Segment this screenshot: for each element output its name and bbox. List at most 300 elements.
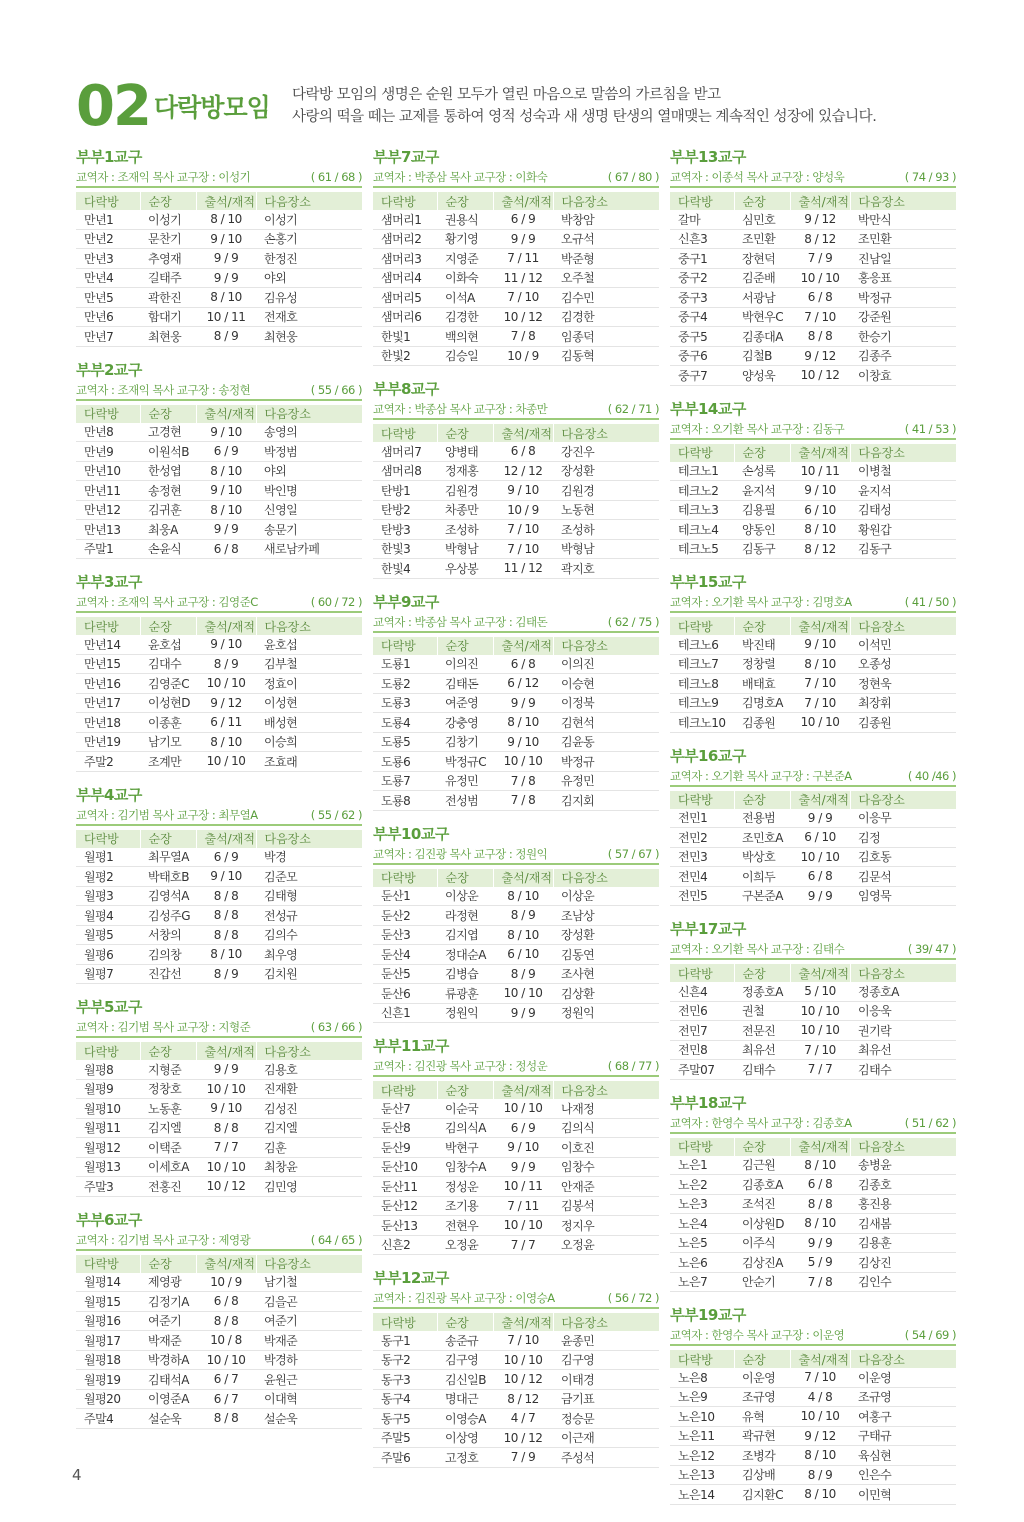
- leader-name: 최무열A: [140, 848, 196, 867]
- header-room: 다락방: [670, 617, 734, 635]
- table-row: [76, 288, 362, 308]
- table-header-row: [670, 1350, 956, 1368]
- table-row: [76, 925, 362, 945]
- leader-name: 구본준A: [734, 886, 790, 906]
- header-leader: 순장: [734, 964, 790, 982]
- group-spacer: [76, 1197, 362, 1209]
- header-attendance: 출석/재적: [790, 192, 850, 210]
- table-row: [76, 635, 362, 654]
- leader-name: 우상봉: [437, 559, 493, 579]
- header-leader: 순장: [140, 830, 196, 848]
- table-header-row: [373, 637, 659, 655]
- district-group: [670, 745, 956, 907]
- district-title: 부부4교구: [76, 785, 142, 804]
- room-name: 노은5: [670, 1233, 734, 1253]
- table-row: [76, 1079, 362, 1099]
- attendance: 9 / 12: [790, 1426, 850, 1446]
- header-leader: 순장: [734, 1138, 790, 1156]
- next-place: 김현석: [553, 713, 659, 733]
- attendance: 6 / 8: [790, 288, 850, 308]
- header-room: 다락방: [670, 192, 734, 210]
- table-row: [670, 1368, 956, 1387]
- attendance: 9 / 9: [196, 1060, 256, 1079]
- attendance: 10 / 12: [493, 1428, 553, 1448]
- table-row: [670, 635, 956, 654]
- next-place: 손홍기: [256, 229, 362, 249]
- table-row: [670, 1021, 956, 1041]
- table-row: [76, 654, 362, 674]
- leader-name: 백의현: [437, 327, 493, 347]
- next-place: 강준원: [850, 307, 956, 327]
- leader-name: 고정호: [437, 1448, 493, 1468]
- table-row: [76, 327, 362, 347]
- leader-name: 함대기: [140, 307, 196, 327]
- table-row: [373, 249, 659, 269]
- table-row: [373, 1331, 659, 1350]
- room-name: 샘머리8: [373, 461, 437, 481]
- room-name: 만년3: [76, 249, 140, 269]
- leader-name: 전용범: [734, 809, 790, 828]
- attendance: 10 / 10: [196, 1079, 256, 1099]
- next-place: 박경: [256, 848, 362, 867]
- district-info: [373, 1057, 659, 1077]
- leader-name: 서광남: [734, 288, 790, 308]
- leader-name: 김준배: [734, 268, 790, 288]
- district-group: [76, 784, 362, 985]
- district-attendance-total: ( 62 / 71 ): [607, 402, 659, 416]
- attendance: 9 / 9: [493, 229, 553, 249]
- next-place: 박정규: [553, 752, 659, 772]
- table-row: [76, 732, 362, 752]
- room-name: 전민6: [670, 1001, 734, 1021]
- room-name: 노은14: [670, 1485, 734, 1505]
- room-name: 노은1: [670, 1156, 734, 1175]
- table-row: [670, 1485, 956, 1505]
- table-row: [670, 1060, 956, 1080]
- table-row: [373, 1448, 659, 1468]
- header-next-place: 다음장소: [256, 1042, 362, 1060]
- attendance: 9 / 10: [196, 423, 256, 442]
- header-room: 다락방: [76, 830, 140, 848]
- room-name: 둔산1: [373, 887, 437, 906]
- next-place: 조효래: [256, 752, 362, 772]
- header-attendance: 출석/재적: [196, 617, 256, 635]
- district-attendance-total: ( 39/ 47 ): [907, 942, 956, 956]
- next-place: 오규석: [553, 229, 659, 249]
- leader-name: 김종원: [734, 713, 790, 733]
- attendance: 6 / 8: [790, 867, 850, 887]
- attendance: 7 / 11: [493, 1196, 553, 1216]
- leader-name: 권용식: [437, 210, 493, 229]
- district-info: [373, 845, 659, 865]
- header-attendance: 출석/재적: [790, 964, 850, 982]
- attendance: 6 / 9: [493, 1118, 553, 1138]
- leader-name: 고경현: [140, 423, 196, 442]
- district-attendance-total: ( 60 / 72 ): [310, 595, 362, 609]
- table-row: [670, 539, 956, 559]
- attendance: 10 / 9: [493, 500, 553, 520]
- table-header-row: [373, 869, 659, 887]
- table-row: [373, 732, 659, 752]
- attendance: 6 / 8: [196, 539, 256, 559]
- district-info: [76, 168, 362, 188]
- district-info: [373, 400, 659, 420]
- attendance: 8 / 10: [196, 288, 256, 308]
- leader-name: 이성현D: [140, 693, 196, 713]
- leader-name: 김원경: [437, 481, 493, 501]
- attendance: 10 / 12: [493, 1370, 553, 1390]
- leader-name: 류광훈: [437, 984, 493, 1004]
- room-name: 중구3: [670, 288, 734, 308]
- next-place: 최유선: [850, 1040, 956, 1060]
- table-row: [76, 1138, 362, 1158]
- leader-name: 김경한: [437, 307, 493, 327]
- next-place: 송영의: [256, 423, 362, 442]
- room-name: 샘머리3: [373, 249, 437, 269]
- next-place: 구태규: [850, 1426, 956, 1446]
- header-attendance: 출석/재적: [790, 1350, 850, 1368]
- attendance: 9 / 9: [196, 520, 256, 540]
- leader-name: 지형준: [140, 1060, 196, 1079]
- table-row: [76, 674, 362, 694]
- table-row: [670, 520, 956, 540]
- district-leaders: 교역자 : 조재익 목사 교구장 : 송정현: [76, 382, 251, 397]
- leader-name: 김명호A: [734, 693, 790, 713]
- district-info: [76, 593, 362, 613]
- group-spacer: [76, 559, 362, 571]
- table-header-row: [670, 192, 956, 210]
- district-group: [76, 1209, 362, 1429]
- table-row: [373, 945, 659, 965]
- table-row: [670, 1426, 956, 1446]
- room-name: 도룡4: [373, 713, 437, 733]
- district-leaders: 교역자 : 김진광 목사 교구장 : 정원익: [373, 846, 548, 861]
- table-row: [76, 481, 362, 501]
- attendance: 7 / 9: [493, 1448, 553, 1468]
- attendance: 7 / 7: [493, 1235, 553, 1255]
- leader-name: 최현웅: [140, 327, 196, 347]
- table-row: [373, 559, 659, 579]
- header-attendance: 출석/재적: [493, 424, 553, 442]
- district-leaders: 교역자 : 이종석 목사 교구장 : 양성욱: [670, 170, 845, 184]
- header-room: 다락방: [670, 1350, 734, 1368]
- district-title: 부부19교구: [670, 1306, 746, 1324]
- leader-name: 조민호A: [734, 828, 790, 848]
- leader-name: 이순국: [437, 1099, 493, 1118]
- leader-name: 김태돈: [437, 674, 493, 694]
- district-attendance-total: ( 55 / 62 ): [310, 807, 362, 822]
- table-row: [76, 1350, 362, 1370]
- table-row: [670, 1040, 956, 1060]
- district-info: [373, 613, 659, 633]
- room-name: 한빛3: [373, 539, 437, 559]
- attendance: 8 / 8: [790, 327, 850, 347]
- district-table: [76, 830, 363, 985]
- room-name: 도룡5: [373, 732, 437, 752]
- next-place: 조규영: [850, 1387, 956, 1407]
- district-info: [76, 1018, 362, 1038]
- table-row: [670, 828, 956, 848]
- header-next-place: 다음장소: [850, 444, 956, 462]
- attendance: 10 / 8: [196, 1331, 256, 1351]
- table-row: [373, 268, 659, 288]
- next-place: 김용훈: [850, 1233, 956, 1253]
- table-header-row: [373, 424, 659, 442]
- district-table: [670, 964, 957, 1080]
- leader-name: 김병습: [437, 964, 493, 984]
- leader-name: 이화숙: [437, 268, 493, 288]
- header-next-place: 다음장소: [850, 192, 956, 210]
- next-place: 김정: [850, 828, 956, 848]
- next-place: 박만식: [850, 210, 956, 229]
- leader-name: 김태석A: [140, 1370, 196, 1390]
- leader-name: 유혁: [734, 1407, 790, 1427]
- next-place: 최우영: [256, 945, 362, 965]
- district-leaders: 교역자 : 오기환 목사 교구장 : 구본준A: [670, 768, 852, 783]
- district-leaders: 교역자 : 박종삼 목사 교구장 : 김태돈: [373, 614, 548, 629]
- header-leader: 순장: [140, 192, 196, 210]
- table-row: [373, 713, 659, 733]
- table-row: [670, 847, 956, 867]
- next-place: 박재준: [256, 1331, 362, 1351]
- leader-name: 김종호A: [734, 1175, 790, 1195]
- next-place: 이응욱: [850, 1001, 956, 1021]
- table-row: [76, 1099, 362, 1119]
- next-place: 김구영: [553, 1350, 659, 1370]
- attendance: 6 / 10: [493, 945, 553, 965]
- leader-name: 이종훈: [140, 713, 196, 733]
- next-place: 윤원근: [256, 1370, 362, 1390]
- district-attendance-total: ( 64 / 65 ): [310, 1232, 362, 1247]
- header-room: 다락방: [670, 791, 734, 809]
- attendance: 10 / 10: [790, 1001, 850, 1021]
- room-name: 노은12: [670, 1446, 734, 1466]
- table-row: [76, 461, 362, 481]
- room-name: 주말5: [373, 1428, 437, 1448]
- table-row: [373, 1118, 659, 1138]
- header-leader: 순장: [734, 192, 790, 210]
- next-place: 김을곤: [256, 1292, 362, 1312]
- room-name: 노은7: [670, 1272, 734, 1292]
- header-room: 다락방: [76, 617, 140, 635]
- district-attendance-total: ( 41 / 53 ): [904, 421, 956, 436]
- district-title: 부부8교구: [373, 380, 439, 398]
- table-row: [76, 500, 362, 520]
- table-header-row: [373, 192, 659, 210]
- header-leader: 순장: [140, 1255, 196, 1273]
- next-place: 박형남: [553, 539, 659, 559]
- leader-name: 이상운: [437, 887, 493, 906]
- next-place: 장성환: [553, 461, 659, 481]
- room-name: 신흔1: [373, 1003, 437, 1023]
- attendance: 9 / 10: [790, 635, 850, 654]
- next-place: 김종원: [850, 713, 956, 733]
- header-next-place: 다음장소: [256, 617, 362, 635]
- table-row: [373, 327, 659, 347]
- attendance: 9 / 10: [493, 732, 553, 752]
- table-row: [76, 249, 362, 269]
- attendance: 7 / 7: [790, 1060, 850, 1080]
- leader-name: 이상원D: [734, 1214, 790, 1234]
- attendance: 10 / 10: [196, 752, 256, 772]
- table-header-row: [670, 617, 956, 635]
- attendance: 7 / 10: [493, 520, 553, 540]
- room-name: 테크노7: [670, 654, 734, 674]
- room-name: 주말07: [670, 1060, 734, 1080]
- next-place: 김지엘: [256, 1118, 362, 1138]
- attendance: 10 / 10: [493, 1216, 553, 1236]
- table-row: [670, 1156, 956, 1175]
- district-leaders: 교역자 : 박종삼 목사 교구장 : 이화숙: [373, 170, 548, 184]
- next-place: 야외: [256, 268, 362, 288]
- leader-name: 박태호B: [140, 867, 196, 887]
- room-name: 만년9: [76, 442, 140, 462]
- table-row: [76, 1060, 362, 1079]
- header-room: 다락방: [373, 424, 437, 442]
- leader-name: 이운영: [734, 1368, 790, 1387]
- leader-name: 김상진A: [734, 1253, 790, 1273]
- leader-name: 제영광: [140, 1273, 196, 1292]
- district-leaders: 교역자 : 김진광 목사 교구장 : 정성운: [373, 1059, 548, 1073]
- attendance: 6 / 10: [790, 500, 850, 520]
- table-row: [670, 288, 956, 308]
- table-row: [373, 1389, 659, 1409]
- leader-name: 김정기A: [140, 1292, 196, 1312]
- table-header-row: [76, 405, 362, 423]
- leader-name: 추영재: [140, 249, 196, 269]
- district-table: [76, 1255, 363, 1429]
- district-table: [670, 791, 957, 907]
- attendance: 9 / 9: [493, 693, 553, 713]
- district-table: [670, 1138, 957, 1293]
- next-place: 김새봄: [850, 1214, 956, 1234]
- room-name: 중구2: [670, 268, 734, 288]
- district-info: [670, 168, 956, 188]
- leader-name: 이세호A: [140, 1157, 196, 1177]
- header-next-place: 다음장소: [553, 1313, 659, 1331]
- room-name: 도룡6: [373, 752, 437, 772]
- header-attendance: 출석/재적: [196, 1042, 256, 1060]
- table-row: [76, 423, 362, 442]
- attendance: 10 / 11: [790, 462, 850, 481]
- attendance: 7 / 11: [493, 249, 553, 269]
- table-row: [373, 887, 659, 906]
- leader-name: 오정윤: [437, 1235, 493, 1255]
- table-row: [670, 500, 956, 520]
- next-place: 김문석: [850, 867, 956, 887]
- next-place: 송병윤: [850, 1156, 956, 1175]
- header-next-place: 다음장소: [256, 1255, 362, 1273]
- district-title: 부부9교구: [373, 592, 439, 611]
- table-row: [670, 713, 956, 733]
- room-name: 테크노8: [670, 674, 734, 694]
- leader-name: 정창렬: [734, 654, 790, 674]
- district-group: [670, 1092, 956, 1293]
- room-name: 만년16: [76, 674, 140, 694]
- next-place: 신영일: [256, 500, 362, 520]
- leader-name: 이원석B: [140, 442, 196, 462]
- header-attendance: 출석/재적: [493, 637, 553, 655]
- district-table: [670, 192, 957, 386]
- leader-name: 조규영: [734, 1387, 790, 1407]
- table-row: [373, 461, 659, 481]
- district-table: [373, 192, 660, 366]
- district-attendance-total: ( 74 / 93 ): [904, 170, 956, 184]
- leader-name: 전현우: [437, 1216, 493, 1236]
- room-name: 테크노6: [670, 635, 734, 654]
- next-place: 최현웅: [256, 327, 362, 347]
- attendance: 9 / 10: [493, 481, 553, 501]
- room-name: 만년14: [76, 635, 140, 654]
- attendance: 9 / 9: [790, 809, 850, 828]
- attendance: 7 / 10: [790, 693, 850, 713]
- leader-name: 장현덕: [734, 249, 790, 269]
- district-title: 부부17교구: [670, 920, 746, 938]
- group-spacer: [373, 811, 659, 823]
- next-place: 이응무: [850, 809, 956, 828]
- header-room: 다락방: [76, 1255, 140, 1273]
- header-room: 다락방: [76, 192, 140, 210]
- table-row: [670, 1446, 956, 1466]
- attendance: 9 / 9: [196, 268, 256, 288]
- page-header: [76, 74, 976, 139]
- next-place: 김수민: [553, 288, 659, 308]
- header-room: 다락방: [373, 192, 437, 210]
- table-header-row: [76, 1255, 362, 1273]
- leader-name: 명대근: [437, 1389, 493, 1409]
- district-group: [670, 146, 956, 386]
- attendance: 8 / 10: [790, 1485, 850, 1505]
- attendance: 10 / 10: [790, 847, 850, 867]
- leader-name: 김영석A: [140, 886, 196, 906]
- leader-name: 이성기: [140, 210, 196, 229]
- room-name: 월평20: [76, 1389, 140, 1409]
- leader-name: 이상영: [437, 1428, 493, 1448]
- attendance: 10 / 10: [493, 1099, 553, 1118]
- attendance: 10 / 10: [493, 984, 553, 1004]
- leader-name: 김귀훈: [140, 500, 196, 520]
- room-name: 월평15: [76, 1292, 140, 1312]
- district-title: 부부12교구: [373, 1269, 449, 1287]
- attendance: 9 / 9: [790, 1233, 850, 1253]
- next-place: 김민영: [256, 1177, 362, 1197]
- leader-name: 전성범: [437, 791, 493, 811]
- table-row: [670, 307, 956, 327]
- room-name: 전민2: [670, 828, 734, 848]
- next-place: 한정진: [256, 249, 362, 269]
- table-row: [76, 442, 362, 462]
- table-row: [373, 346, 659, 366]
- district-table: [373, 424, 660, 579]
- district-table: [76, 405, 363, 560]
- attendance: 9 / 9: [790, 886, 850, 906]
- table-row: [670, 1233, 956, 1253]
- room-name: 노은13: [670, 1465, 734, 1485]
- attendance: 10 / 12: [196, 1177, 256, 1197]
- leader-name: 이영승A: [437, 1409, 493, 1429]
- leader-name: 김구영: [437, 1350, 493, 1370]
- next-place: 임영묵: [850, 886, 956, 906]
- table-row: [670, 1253, 956, 1273]
- table-row: [76, 210, 362, 229]
- table-row: [76, 886, 362, 906]
- next-place: 나재정: [553, 1099, 659, 1118]
- room-name: 동구1: [373, 1331, 437, 1350]
- room-name: 노은3: [670, 1194, 734, 1214]
- leader-name: 김종대A: [734, 327, 790, 347]
- table-row: [373, 520, 659, 540]
- header-room: 다락방: [670, 444, 734, 462]
